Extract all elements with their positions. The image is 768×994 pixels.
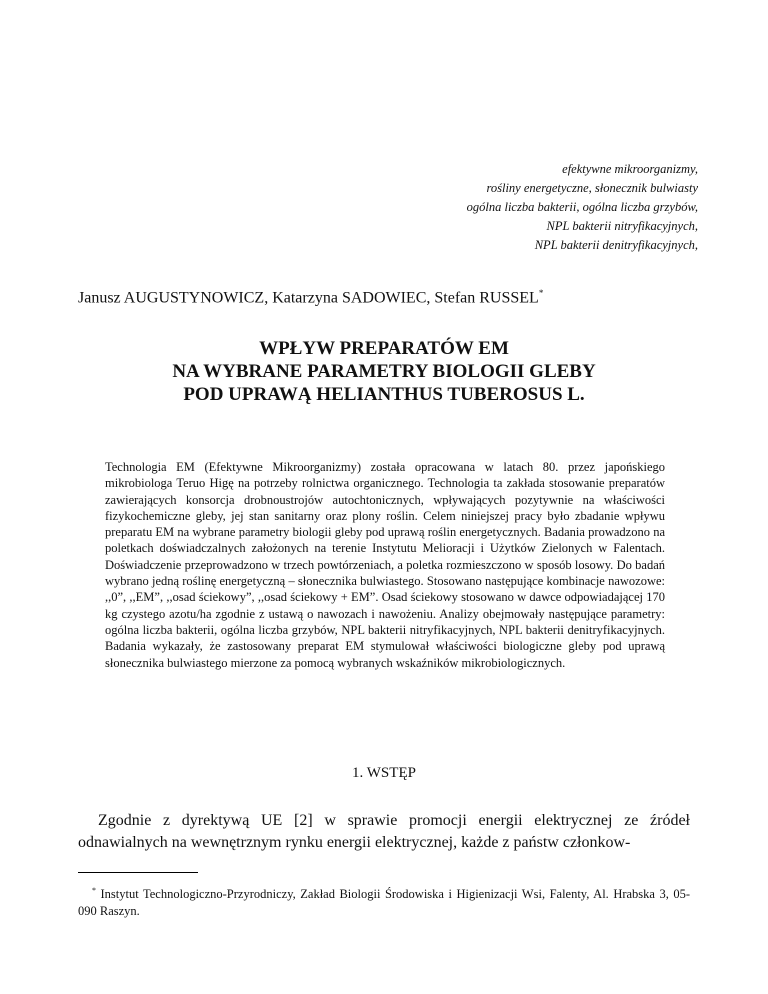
title-line: WPŁYW PREPARATÓW EM — [259, 338, 509, 359]
author-footnote-mark: * — [538, 288, 544, 298]
author-line — [78, 288, 543, 307]
abstract: Technologia EM (Efektywne Mikroorganizmy) została opracowana w latach 80. przez japońskiego mikrobiologa Teruo Higę na potrzeby rolnictwa organicznego. Technologia ta zakłada stosowanie preparatów zawierających konsorcja drobnoustrojów autochtonicznych, wpływających pozytywnie na właściwości fizykochemiczne gleby, jej stan sanitarny oraz plony roślin. Celem niniejszej pracy było zbadanie wpływu preparatu EM na wybrane parametry biologii gleby pod uprawą roślin energetycznych. Badania prowadzono na poletkach doświadczalnych założonych na terenie Instytutu Melioracji i Użytków Zielonych w Falentach. Doświadczenie przeprowadzono w trzech powtórzeniach, a poletka rozmieszczono w sposób losowy. Do badań wybrano jedną roślinę energetyczną – słonecznika bulwiastego. Stosowano następujące kombinacje nawozowe: ,,0”, ,,EM”, ,,osad ściekowy”, ,,osad ściekowy + EM”. Osad ściekowy stosowano w dawce odpowiadającej 170 kg czystego azotu/ha zgodnie z ustawą o nawozach i nawożeniu. Analizy obejmowały następujące parametry: ogólna liczba bakterii, ogólna liczba grzybów, NPL bakterii nitryfikacyjnych, NPL bakterii denitryfikacyjnych. Badania wykazały, że zastosowany preparat EM stymulował właściwości biologiczne gleby pod uprawą słonecznika bulwiastego mierzone za pomocą wybranych wskaźników mikrobiologicznych. — [105, 460, 665, 670]
footnote-mark: * — [92, 886, 96, 895]
footnote-text: Instytut Technologiczno-Przyrodniczy, Zakład Biologii Środowiska i Higienizacji Wsi, Falenty, Al. Hrabska 3, 05-090 Raszyn. — [78, 887, 691, 919]
footnote — [78, 882, 690, 920]
body-paragraph: Zgodnie z dyrektywą UE [2] w sprawie promocji energii elektrycznej ze źródeł odnawialnych na wewnętrznym rynku energii elektrycznej, każde z państw członkow- — [78, 812, 690, 851]
footnote-divider — [78, 872, 198, 873]
keyword-line: NPL bakterii denitryfikacyjnych, — [534, 238, 698, 252]
title-line: NA WYBRANE PARAMETRY BIOLOGII GLEBY — [172, 361, 596, 382]
keyword-line: rośliny energetyczne, słonecznik bulwiasty — [486, 181, 698, 195]
paper-title — [0, 337, 768, 406]
keyword-line: efektywne mikroorganizmy, — [562, 162, 698, 176]
keyword-line: ogólna liczba bakterii, ogólna liczba grzybów, — [466, 200, 698, 214]
section-heading: 1. WSTĘP — [352, 765, 416, 781]
title-line: POD UPRAWĄ HELIANTHUS TUBEROSUS L. — [183, 384, 585, 405]
author-names: Janusz AUGUSTYNOWICZ, Katarzyna SADOWIEC, Stefan RUSSEL — [78, 289, 539, 307]
keyword-line: NPL bakterii nitryfikacyjnych, — [546, 219, 698, 233]
keywords-block — [467, 160, 698, 255]
